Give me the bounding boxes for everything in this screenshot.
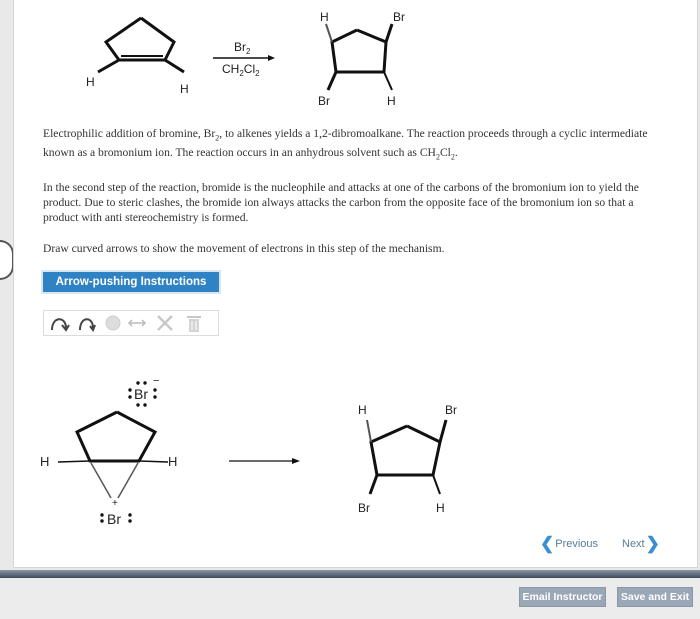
bromide-charge: − xyxy=(153,375,160,387)
mechanism-product-h-top: H xyxy=(358,403,367,417)
task-paragraph: Draw curved arrows to show the movement of electrons in this step of the mechanism. xyxy=(43,242,445,255)
mechanism-canvas[interactable] xyxy=(0,360,700,530)
chevron-left-icon: ❮ xyxy=(540,534,555,553)
reagent-bromine: $Br_2$ xyxy=(234,40,251,56)
previous-label: Previous xyxy=(555,538,599,550)
bromide-ion[interactable] xyxy=(128,375,159,407)
trash-icon[interactable] xyxy=(180,312,208,334)
single-curved-arrow-icon[interactable] xyxy=(75,312,101,334)
mechanism-product-br-bottom: Br xyxy=(358,501,370,515)
next-label: Next xyxy=(622,538,645,550)
previous-button[interactable] xyxy=(540,532,598,556)
mechanism-h-left: H xyxy=(40,454,50,469)
bromonium-ring xyxy=(77,412,155,461)
mechanism-h-right: H xyxy=(168,454,178,469)
double-curved-arrow-icon[interactable] xyxy=(47,312,75,334)
delete-x-icon[interactable] xyxy=(152,312,178,334)
cyclopentene-structure xyxy=(98,18,184,72)
bromonium-bromine[interactable] xyxy=(100,498,131,527)
mechanism-product-h-bottom: H xyxy=(436,501,445,515)
product-h-top: H xyxy=(320,10,329,24)
product-br-top: Br xyxy=(393,10,405,24)
resonance-arrow-icon[interactable] xyxy=(124,312,150,334)
chevron-right-icon: ❯ xyxy=(645,534,660,553)
bromide-symbol: Br xyxy=(134,386,148,402)
atom-circle-icon[interactable] xyxy=(102,312,124,334)
save-and-exit-button[interactable]: Save and Exit xyxy=(617,587,693,607)
drawing-toolbar xyxy=(43,310,219,336)
product-br-bottom: Br xyxy=(318,94,330,108)
product-h-bottom: H xyxy=(387,94,396,108)
second-step-paragraph: In the second step of the reaction, bromide is the nucleophile and attacks at one of the carbons of the bromonium ion to yield the product. Due to steric clashes, the bromide ion always attacks the carbon from the opposite face of the bromonium ion so that a product with anti stereochemistry is formed. xyxy=(43,181,639,224)
start-h-right: H xyxy=(180,82,189,96)
bromonium-charge: + xyxy=(112,498,118,509)
intro-paragraph: Electrophilic addition of bromine, $Br_2$, to alkenes yields a 1,2-dibromoalkane. The reaction proceeds through a cyclic intermediate known as a bromonium ion. The reaction occurs in an anhydrous solvent such as $CH_2Cl_2$. xyxy=(43,127,648,162)
start-h-left: H xyxy=(86,75,95,89)
email-instructor-button[interactable]: Email Instructor xyxy=(519,587,606,607)
next-button[interactable] xyxy=(622,532,660,556)
arrow-pushing-instructions-button[interactable]: Arrow-pushing Instructions xyxy=(43,272,219,292)
mechanism-product-br-top: Br xyxy=(445,403,457,417)
footer-divider xyxy=(0,570,700,578)
bromonium-symbol: Br xyxy=(107,511,121,527)
product-ring-top xyxy=(332,30,386,72)
mechanism-product-ring xyxy=(371,426,440,475)
side-panel-tab[interactable] xyxy=(0,240,14,280)
reagent-solvent: $CH_2Cl_2$ xyxy=(222,62,260,78)
reaction-scheme xyxy=(0,0,700,120)
